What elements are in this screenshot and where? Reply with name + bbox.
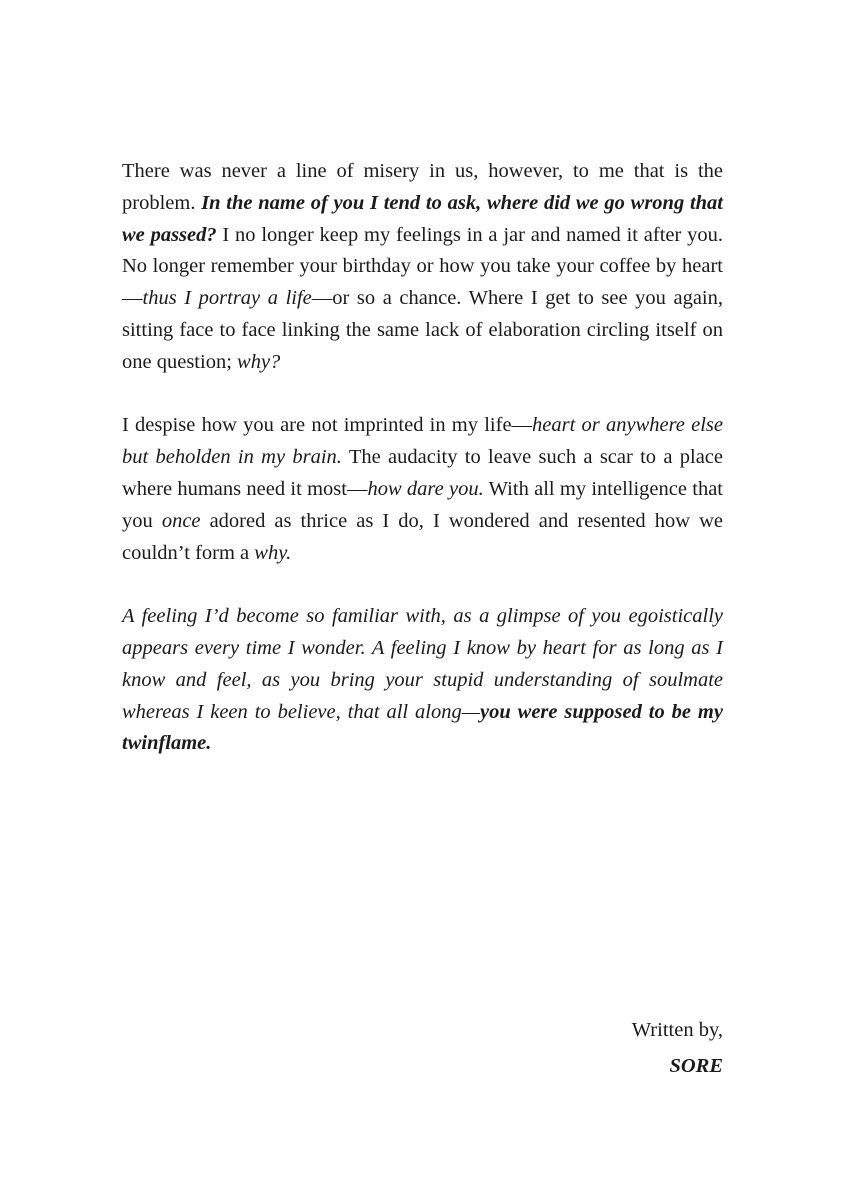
paragraph-2 bbox=[122, 410, 723, 569]
p2-italic-once: once bbox=[161, 509, 201, 532]
p2-text-2: The audacity to leave such a scar to a place where humans need it most— bbox=[122, 446, 723, 500]
p2-italic-phrase: heart or anywhere else but beholden in my brain. bbox=[122, 414, 723, 469]
p3-italic-text: A feeling I’d become so familiar with, as a glimpse of you egoistically appears every time I wonder. A feeling I know by heart for as long as I know and feel, as you bring your stupid understanding of soulmate whereas I keen to believe, that all along— bbox=[122, 605, 723, 723]
p1-italic-phrase: thus I portray a life bbox=[142, 287, 312, 310]
p3-emphasis-ending: you were supposed to be my twinflame. bbox=[122, 700, 723, 755]
p2-text-4: adored as thrice as I do, I wondered and resented how we couldn’t form a bbox=[122, 509, 723, 564]
paragraph-1 bbox=[122, 156, 723, 379]
p1-text-2: I no longer keep my feelings in a jar and named it after you. No longer remember your birthday or how you take your coffee by heart— bbox=[122, 223, 723, 310]
p2-text-3: With all my intelligence that you bbox=[122, 477, 723, 532]
paragraph-3 bbox=[122, 601, 723, 760]
p2-italic-why: why. bbox=[254, 541, 292, 564]
p2-text-1: I despise how you are not imprinted in my life— bbox=[122, 414, 533, 437]
signature-block bbox=[632, 1012, 723, 1084]
p1-text-3: —or so a chance. Where I get to see you again, sitting face to face linking the same lack of elaboration circling itself on one question; bbox=[122, 287, 724, 373]
signature-label: Written by, bbox=[631, 1019, 723, 1041]
p1-italic-why: why? bbox=[237, 350, 281, 373]
p2-italic-how-dare: how dare you. bbox=[367, 477, 484, 500]
poem-body bbox=[122, 156, 723, 792]
p1-text-1: There was never a line of misery in us, however, to me that is the problem. bbox=[122, 160, 723, 214]
signature-name: SORE bbox=[669, 1055, 723, 1077]
p1-emphasis-question: In the name of you I tend to ask, where did we go wrong that we passed? bbox=[122, 191, 723, 246]
